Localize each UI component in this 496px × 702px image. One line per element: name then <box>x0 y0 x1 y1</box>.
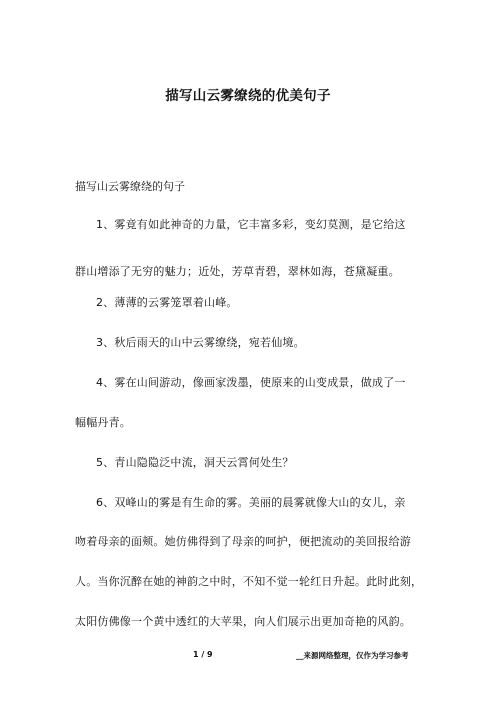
document-title: 描写山云雾缭绕的优美句子 <box>165 88 331 104</box>
paragraph-line: 3、秋后雨天的山中云雾缭绕，宛若仙境。 <box>96 336 305 349</box>
paragraph-line: 太阳仿佛像一个黄中透红的大苹果，向人们展示出更加奇艳的风韵。 <box>75 615 411 628</box>
paragraph-line: 吻着母亲的面颊。她仿佛得到了母亲的呵护，便把流动的美回报给游 <box>75 535 411 548</box>
paragraph-line: 4、雾在山间游动，像画家泼墨，使原来的山变成景，做成了一 <box>96 376 406 389</box>
paragraph-line: 2、薄薄的云雾笼罩着山峰。 <box>96 296 238 309</box>
paragraph-line: 5、青山隐隐泛中流，洞天云霄何处生？ <box>96 456 294 469</box>
page-number: 1 / 9 <box>193 650 213 659</box>
paragraph-line: 6、双峰山的雾是有生命的雾。美丽的晨雾就像大山的女儿，亲 <box>96 496 406 509</box>
paragraph-line: 群山增添了无穷的魅力；近处，芳草青碧，翠林如海，苍黛凝重。 <box>75 265 400 278</box>
footer-note: __来源网络整理，仅作为学习参考 <box>296 651 409 660</box>
paragraph-line: 幅幅丹青。 <box>75 416 131 429</box>
paragraph-line: 1、雾竟有如此神奇的力量，它丰富多彩，变幻莫测，是它给这 <box>96 218 406 231</box>
section-heading: 描写山云雾缭绕的句子 <box>75 180 185 193</box>
paragraph-line: 人。当你沉醉在她的神韵之中时，不知不觉一轮红日升起。此时此刻， <box>75 575 423 588</box>
